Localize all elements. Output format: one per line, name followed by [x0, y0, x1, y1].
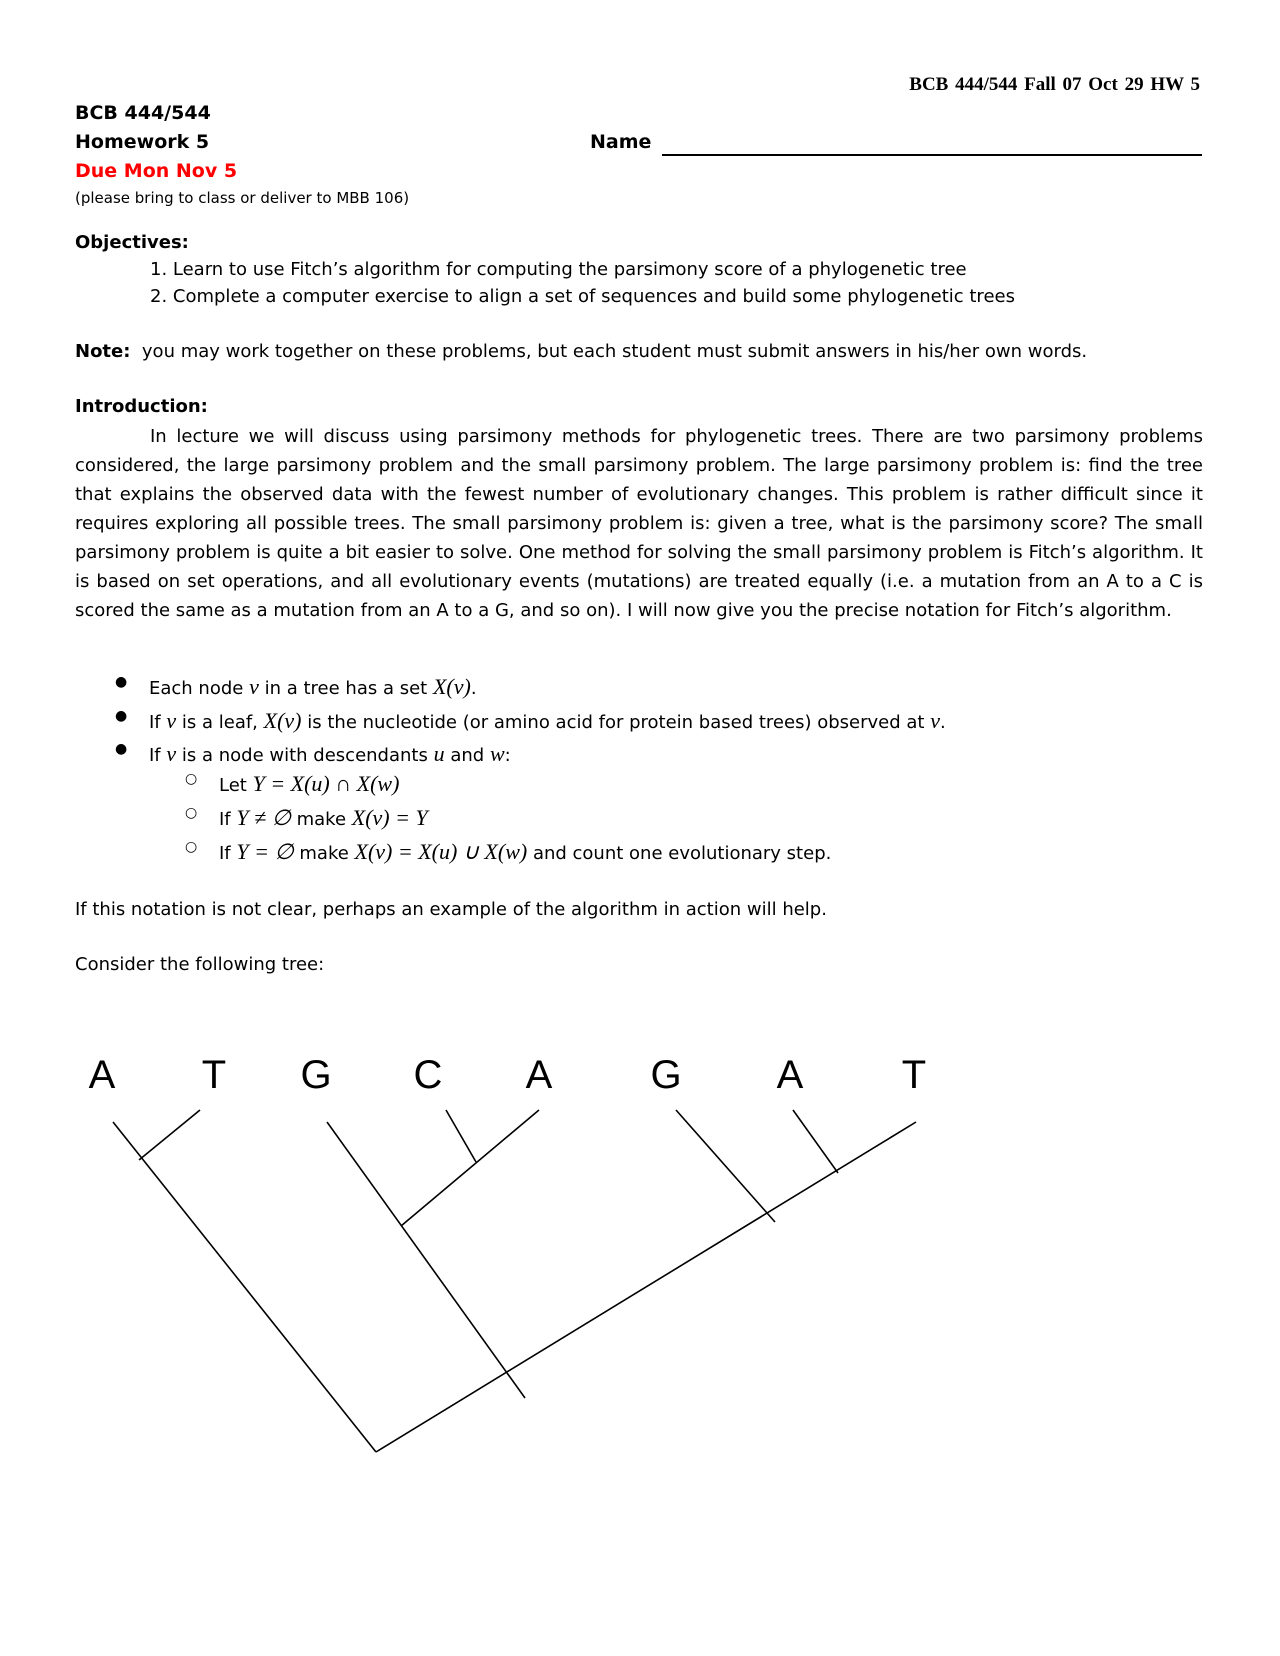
bullet-icon: ●	[115, 708, 128, 724]
leaf-label: G	[650, 1053, 682, 1097]
delivery-note: (please bring to class or deliver to MBB 106)	[75, 189, 410, 207]
circle-bullet-icon: ○	[185, 839, 198, 855]
leaf-label: T	[901, 1053, 927, 1097]
leaf-label: A	[88, 1053, 116, 1097]
leaf-label: G	[300, 1053, 332, 1097]
due-date: Due Mon Nov 5	[75, 160, 238, 182]
leaf-label: C	[413, 1053, 443, 1097]
course-title: BCB 444/544	[75, 102, 211, 124]
bullet-icon: ●	[115, 741, 128, 757]
tree-branch	[401, 1110, 539, 1226]
introduction-paragraph	[75, 422, 1203, 625]
tree-branch	[446, 1110, 476, 1162]
note	[75, 341, 1087, 362]
tree-branch	[676, 1110, 775, 1222]
tree-branch	[113, 1122, 376, 1452]
objective-item: 1. Learn to use Fitch’s algorithm for computing the parsimony score of a phylogenetic tree	[150, 259, 967, 280]
objective-item: 2. Complete a computer exercise to align a set of sequences and build some phylogenetic trees	[150, 286, 1015, 307]
running-head: BCB 444/544 Fall 07 Oct 29 HW 5	[909, 74, 1200, 95]
leaf-label: T	[201, 1053, 227, 1097]
homework-title: Homework 5	[75, 131, 210, 153]
introduction-heading: Introduction:	[75, 396, 208, 417]
example-intro: If this notation is not clear, perhaps an example of the algorithm in action will help.	[75, 899, 827, 920]
name-label: Name	[590, 131, 652, 153]
tree-branch	[139, 1110, 200, 1160]
circle-bullet-icon: ○	[185, 805, 198, 821]
note-label: Note:	[75, 341, 131, 362]
tree-intro: Consider the following tree:	[75, 954, 325, 975]
introduction-text: In lecture we will discuss using parsimony methods for phylogenetic trees. There are two parsimony problems considered, the large parsimony problem and the small parsimony problem. The large parsimony problem is: find the tree that explains the observed data with the fewest number of evolutionary changes. This problem is rather difficult since it requires exploring all possible trees. The small parsimony problem is: given a tree, what is the parsimony score? The small parsimony problem is quite a bit easier to solve. One method for solving the small parsimony problem is Fitch’s algorithm. It is based on set operations, and all evolutionary events (mutations) are treated equally (i.e. a mutation from an A to a C is scored the same as a mutation from an A to a G, and so on). I will now give you the precise notation for Fitch’s algorithm.	[75, 426, 1203, 621]
phylogenetic-tree	[0, 1040, 1280, 1560]
leaf-label: A	[525, 1053, 553, 1097]
tree-branch	[793, 1110, 838, 1173]
leaf-label: A	[776, 1053, 804, 1097]
circle-bullet-icon: ○	[185, 771, 198, 787]
objectives-heading: Objectives:	[75, 232, 189, 253]
bullet-icon: ●	[115, 674, 128, 690]
name-field-line[interactable]	[662, 154, 1202, 156]
tree-branch	[327, 1122, 525, 1398]
tree-branch	[376, 1122, 916, 1452]
note-text: you may work together on these problems, but each student must submit answers in his/her own words.	[141, 341, 1088, 362]
